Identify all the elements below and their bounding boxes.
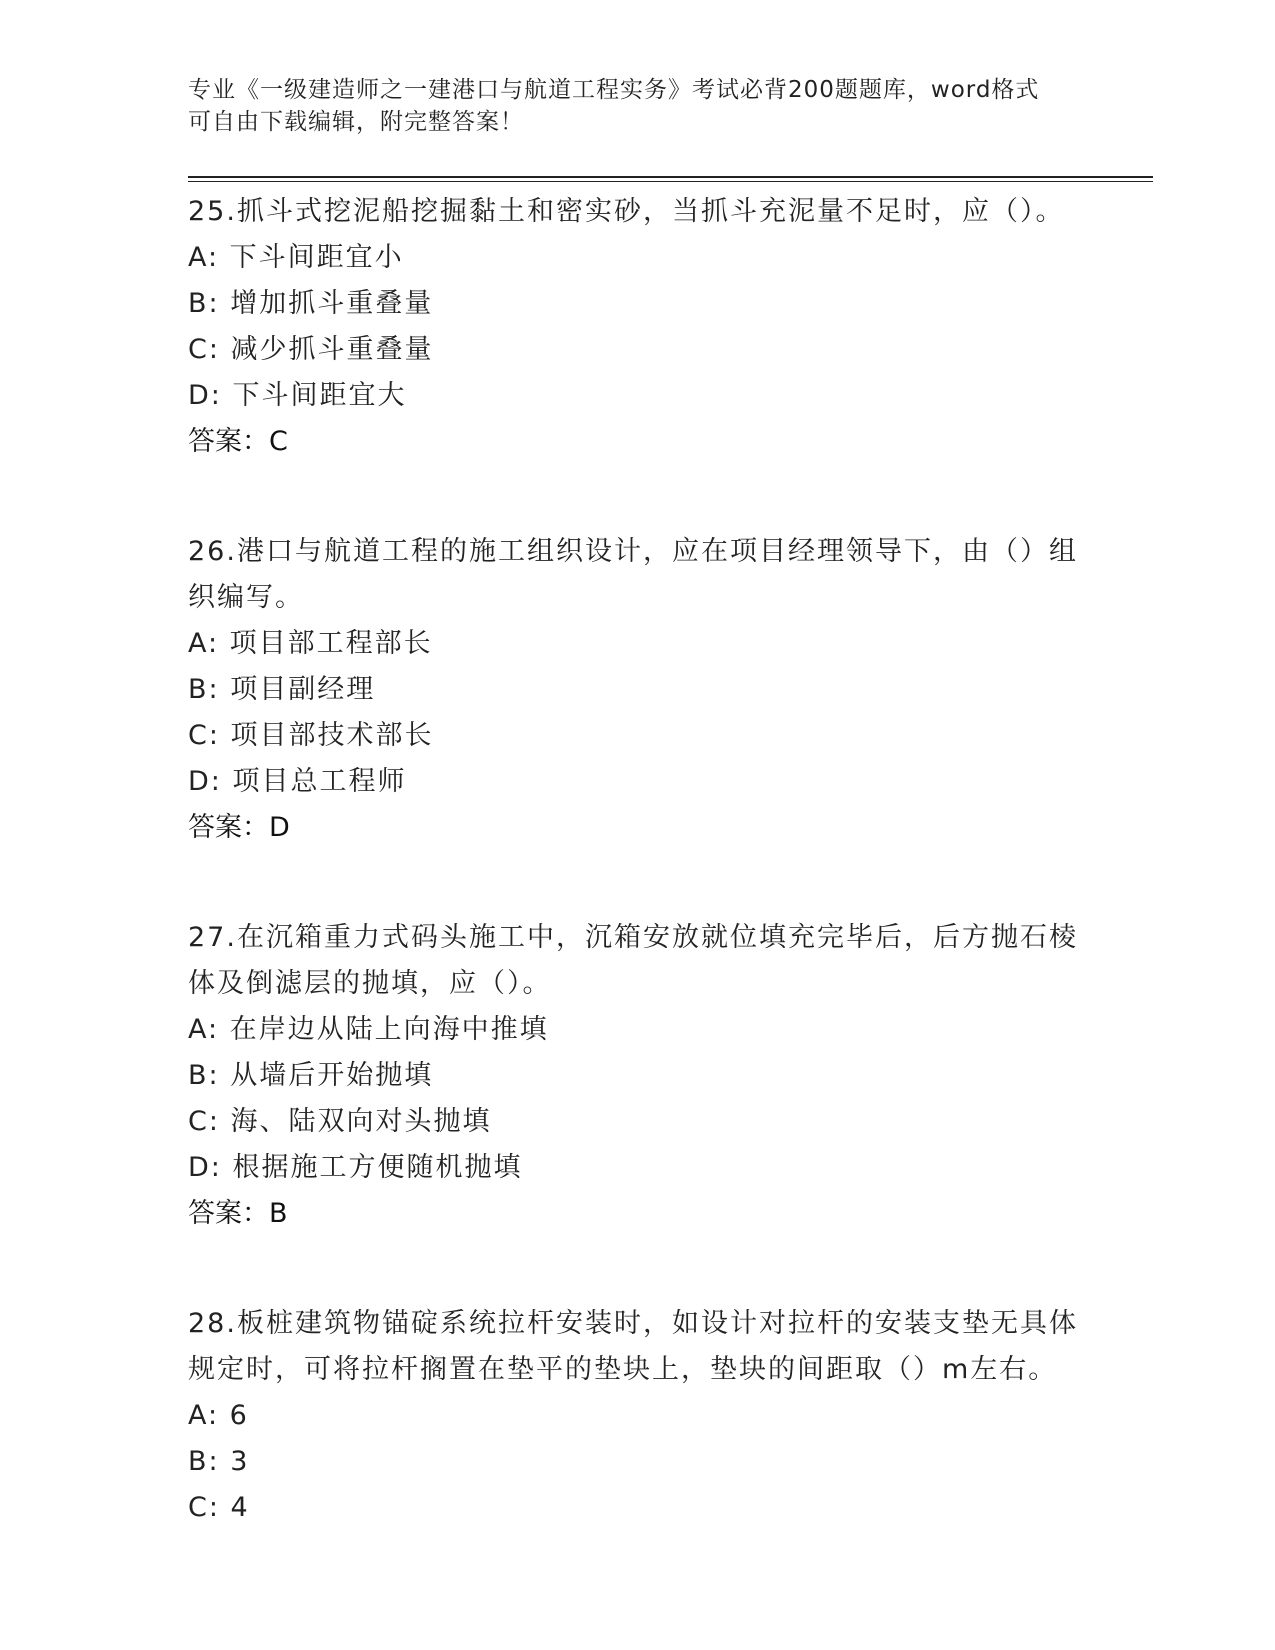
option-d: D: 下斗间距宜大 bbox=[188, 380, 407, 411]
option-b: B: 增加抓斗重叠量 bbox=[188, 288, 434, 319]
document-header bbox=[188, 74, 1068, 138]
option-b: B: 从墙后开始抛填 bbox=[188, 1060, 434, 1091]
question-28 bbox=[188, 1301, 1088, 1531]
answer-line: 答案：C bbox=[188, 426, 288, 457]
header-divider-thin bbox=[188, 181, 1153, 182]
option-d: D: 根据施工方便随机抛填 bbox=[188, 1152, 523, 1183]
option-c: C: 项目部技术部长 bbox=[188, 720, 434, 751]
option-d: D: 项目总工程师 bbox=[188, 766, 407, 797]
option-a: A: 6 bbox=[188, 1400, 249, 1431]
question-27 bbox=[188, 915, 1088, 1237]
option-a: A: 在岸边从陆上向海中推填 bbox=[188, 1014, 549, 1045]
question-26 bbox=[188, 529, 1088, 851]
option-b: B: 3 bbox=[188, 1446, 250, 1477]
question-stem: 26.港口与航道工程的施工组织设计，应在项目经理领导下，由（）组织编写。 bbox=[188, 536, 1078, 613]
option-b: B: 项目副经理 bbox=[188, 674, 376, 705]
question-stem: 28.板桩建筑物锚碇系统拉杆安装时，如设计对拉杆的安装支垫无具体规定时，可将拉杆搁置在垫平的垫块上，垫块的间距取（）m左右。 bbox=[188, 1308, 1078, 1385]
question-stem: 27.在沉箱重力式码头施工中，沉箱安放就位填充完毕后，后方抛石棱体及倒滤层的抛填，应（）。 bbox=[188, 922, 1078, 999]
question-list bbox=[188, 189, 1088, 1595]
answer-line: 答案：B bbox=[188, 1198, 288, 1229]
question-25 bbox=[188, 189, 1088, 465]
option-c: C: 海、陆双向对头抛填 bbox=[188, 1106, 492, 1137]
option-a: A: 项目部工程部长 bbox=[188, 628, 433, 659]
header-divider-thick bbox=[188, 176, 1153, 178]
header-line-2: 可自由下载编辑，附完整答案！ bbox=[188, 109, 524, 135]
question-stem: 25.抓斗式挖泥船挖掘黏土和密实砂，当抓斗充泥量不足时，应（）。 bbox=[188, 196, 1065, 227]
option-c: C: 减少抓斗重叠量 bbox=[188, 334, 434, 365]
option-a: A: 下斗间距宜小 bbox=[188, 242, 404, 273]
answer-line: 答案：D bbox=[188, 812, 290, 843]
header-line-1: 专业《一级建造师之一建港口与航道工程实务》考试必背200题题库，word格式 bbox=[188, 77, 1040, 103]
option-c: C: 4 bbox=[188, 1492, 250, 1523]
